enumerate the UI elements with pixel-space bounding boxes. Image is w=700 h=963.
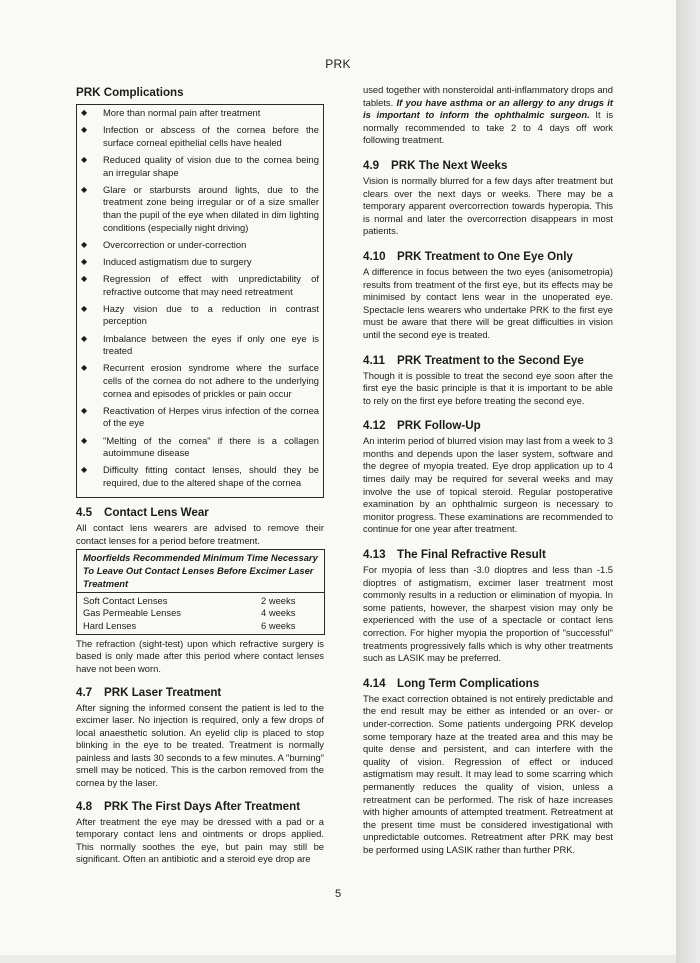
complication-item — [81, 256, 319, 269]
complication-text: More than normal pain after treatment — [103, 107, 261, 118]
bullet-icon: ◆ — [81, 256, 88, 266]
section-body: The refraction (sight-test) upon which refractive surgery is based is only made after this period where contact lenses have not been worn. — [76, 637, 324, 674]
bullet-icon: ◆ — [81, 465, 88, 475]
complication-item — [81, 464, 319, 489]
section-4-12 — [363, 419, 613, 536]
complication-text: Infection or abscess of the cornea before the surface corneal epithelial cells have healed — [103, 124, 319, 148]
bullet-icon: ◆ — [81, 239, 88, 249]
complication-item — [81, 303, 319, 328]
table-row: Gas Permeable Lenses 4 weeks — [83, 607, 296, 619]
table-row: Hard Lenses 6 weeks — [83, 619, 296, 631]
complication-item — [81, 435, 319, 460]
section-4-10 — [363, 250, 613, 342]
section-4-7 — [76, 686, 324, 790]
complication-item — [81, 154, 319, 179]
bullet-icon: ◆ — [81, 363, 88, 373]
section-4-11 — [363, 354, 613, 408]
table-title: Moorfields Recommended Minimum Time Necessary To Leave Out Contact Lenses Before Excimer Laser Treatment — [83, 552, 318, 589]
running-head: PRK — [325, 57, 351, 71]
complication-item — [81, 362, 319, 400]
complication-item — [81, 405, 319, 430]
complication-text: Induced astigmatism due to surgery — [103, 255, 252, 267]
contact-lens-table — [76, 549, 325, 634]
complication-text: Imbalance between the eyes if only one eye is treated — [103, 332, 319, 357]
allergy-warning: If you have asthma or an allergy to any drugs it is important to inform the ophthalmic surgeon. — [363, 96, 613, 121]
complication-text: "Melting of the cornea" if there is a collagen autoimmune disease — [103, 434, 319, 459]
section-heading: 4.13 The Final Refractive Result — [363, 548, 546, 562]
section-heading: 4.5 Contact Lens Wear — [76, 506, 209, 520]
section-4-9 — [363, 159, 613, 238]
table-row: Soft Contact Lenses 2 weeks — [83, 595, 296, 607]
section-body: For myopia of less than -3.0 dioptres and less than -1.5 dioptres of astigmatism, excimer laser treatment most commonly results in a reduction or elimination of myopia. In some patients, however, the sharpest vision may only be experienced with the use of a spectacle or contact lens correction. For higher myopia the proportion of "successful" treatments progressively falls which is why other treatments such as LASIK may be preferred. — [363, 564, 613, 664]
section-heading: 4.14 Long Term Complications — [363, 676, 540, 690]
right-column — [363, 84, 613, 869]
complication-text: Overcorrection or under-correction — [103, 238, 247, 250]
bullet-icon: ◆ — [81, 274, 88, 284]
complication-text: Reduced quality of vision due to the cornea being an irregular shape — [103, 153, 319, 178]
complication-text: Recurrent erosion syndrome where the surface cells of the cornea do not adhere to the underlying cornea and episodes of prickles or pain occur — [103, 362, 319, 399]
complication-text: Glare or starbursts around lights, due to the treatment zone being irregular or of a size smaller than the pupil of the eye when dilated in dim lighting conditions (especially night driving) — [103, 183, 319, 233]
section-body: Vision is normally blurred for a few days after treatment but clears over the next days or weeks. There may be a temporary apparent overcorrection towards hyperopia. This is normal and later the overcorrection disappears in most patients. — [363, 174, 613, 237]
complication-item — [81, 333, 319, 358]
bullet-icon: ◆ — [81, 125, 88, 135]
section-heading: 4.7 PRK Laser Treatment — [76, 685, 222, 699]
section-4-8 — [76, 800, 324, 866]
section-heading: 4.12 PRK Follow-Up — [363, 419, 481, 433]
section-heading: 4.10 PRK Treatment to One Eye Only — [363, 249, 573, 263]
section-intro: All contact lens wearers are advised to remove their contact lenses for a period before treatment. — [76, 522, 324, 546]
page-number: 5 — [334, 888, 342, 900]
bullet-icon: ◆ — [81, 154, 88, 164]
bullet-icon: ◆ — [81, 435, 88, 445]
bullet-icon: ◆ — [81, 303, 88, 313]
complication-item — [81, 184, 319, 234]
left-column — [76, 86, 324, 878]
section-heading: 4.8 PRK The First Days After Treatment — [76, 799, 301, 813]
complication-text: Regression of effect with unpredictability of refractive outcome that may need retreatment — [103, 273, 319, 297]
section-body: The exact correction obtained is not entirely predictable and the end result may be either as intended or an over- or under-correction. Some patients undergoing PRK develop some temporary haze at the treated area and this may be quite dense and persistent, and can interfere with the quality of vision. Regression of effect or induced astigmatism may result. It may lead to some scarring which permanently reduces the quality of vision, unless a retreatment can be performed. The risk of haze increases with higher amounts of attempted treatment. Retreatment at the present time must be considered investigational with unpredictable outcomes. Retreatment after PRK may best be performed using LASIK rather than further PRK. — [363, 692, 613, 855]
section-heading: 4.11 PRK Treatment to the Second Eye — [363, 353, 584, 367]
complication-item — [81, 239, 319, 252]
section-4-8-continued — [363, 84, 613, 147]
complication-text: Reactivation of Herpes virus infection of the cornea of the eye — [103, 404, 319, 429]
table-divider — [77, 592, 324, 593]
section-body: Though it is possible to treat the second eye soon after the first eye the basic principle is that it is important to be able to rely on the first eye before treating the second eye. — [363, 369, 613, 406]
section-4-14 — [363, 677, 613, 857]
section-4-13 — [363, 548, 613, 665]
complications-heading: PRK Complications — [76, 86, 184, 99]
bullet-icon: ◆ — [81, 108, 88, 117]
bullet-icon: ◆ — [81, 405, 88, 415]
complication-item — [81, 107, 319, 120]
section-body: After signing the informed consent the patient is led to the excimer laser. No injection is required, only a few drops of local anaesthetic solution. An eyelid clip is placed to stop blinking in the eye to be treated. Treatment is normally painless and lasts 30 seconds to a few minutes. A "burning" smell may be noticed. This is the carbon removed from the cornea by the laser. — [76, 701, 324, 789]
bullet-icon: ◆ — [81, 184, 88, 194]
complication-text: Hazy vision due to a reduction in contrast perception — [103, 302, 319, 327]
complication-item — [81, 124, 319, 149]
section-body: An interim period of blurred vision may last from a week to 3 months and depends upon the laser system, software and the degree of myopia treated. Eye drop application up to 4 times daily may be required for several weeks and may involve the use of topical steroid. Regular postoperative examination by an ophthalmic surgeon is necessary to monitor progress. These examinations are recommended to continue for one year after treatment. — [363, 435, 613, 535]
section-heading: 4.9 PRK The Next Weeks — [363, 158, 508, 172]
complication-item — [81, 273, 319, 298]
section-body: A difference in focus between the two eyes (anisometropia) results from treatment of the first eye, but its effects may be minimised by contact lens wear in the unoperated eye. Spectacle lens wearers who undertake PRK to the first eye must be aware that there will be great difficulties in vision until the second eye is treated. — [363, 265, 613, 340]
section-body: After treatment the eye may be dressed with a pad or a temporary contact lens and ointments or drops applied. This normally soothes the eye, but pain may still be significant. Often an antibiotic and a steroid eye drop are — [76, 815, 324, 865]
bullet-icon: ◆ — [81, 333, 88, 343]
section-body-continued: used together with nonsteroidal anti-inflammatory drops and tablets. If you have asthma or an allergy to any drugs it is important to inform the ophthalmic surgeon. It is normally recommended to take 2 to 4 days off work following treatment. — [363, 84, 614, 146]
page-edge-shadow — [676, 0, 700, 963]
complications-box — [76, 104, 324, 498]
section-4-5 — [76, 506, 324, 675]
complication-text: Difficulty fitting contact lenses, should they be required, due to the altered shape of the cornea — [103, 464, 319, 488]
